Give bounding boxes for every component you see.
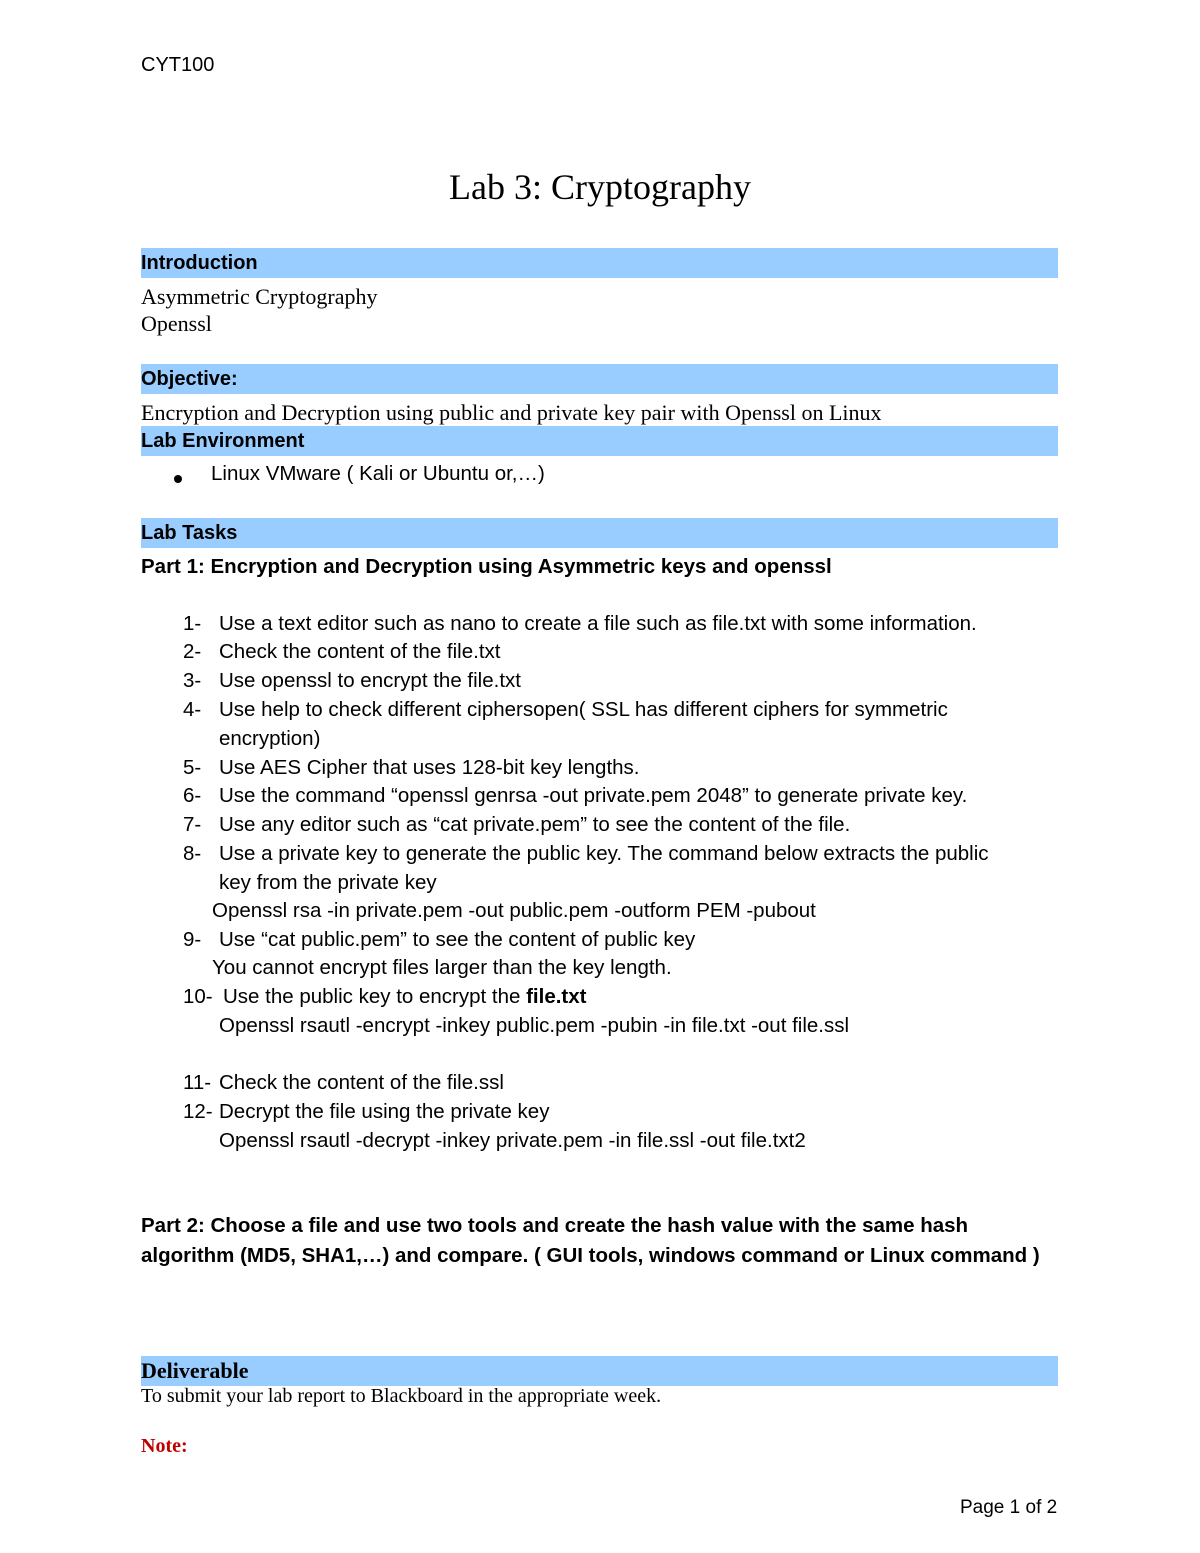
- step-note: You cannot encrypt files larger than the key length.: [212, 956, 672, 979]
- page-number: Page 1 of 2: [960, 1497, 1058, 1518]
- step-text: Check the content of the file.ssl: [219, 1071, 504, 1094]
- step-number: 5-: [183, 756, 202, 779]
- step-text-bold: file.txt: [526, 985, 587, 1008]
- step-number: 2-: [183, 640, 202, 663]
- step-text-main: Use the public key to encrypt the: [223, 985, 527, 1008]
- deliverable-heading: Deliverable: [141, 1356, 1058, 1386]
- lab-tasks-heading: Lab Tasks: [141, 518, 1058, 548]
- step-number: 1-: [183, 612, 202, 635]
- step-number: 8-: [183, 842, 202, 865]
- step-number: 3-: [183, 669, 202, 692]
- objective-heading: Objective:: [141, 364, 1058, 394]
- step-number: 12-: [183, 1100, 213, 1123]
- step-text: Use any editor such as “cat private.pem” to see the content of the file.: [219, 813, 851, 836]
- step-command: Openssl rsautl -decrypt -inkey private.pem -in file.ssl -out file.txt2: [219, 1129, 806, 1152]
- part2-title-line-1: Part 2: Choose a file and use two tools and create the hash value with the same hash: [141, 1214, 969, 1237]
- step-text: Check the content of the file.txt: [219, 640, 501, 663]
- objective-text: Encryption and Decryption using public and private key pair with Openssl on Linux: [141, 400, 882, 425]
- step-number: 6-: [183, 784, 202, 807]
- introduction-heading: Introduction: [141, 248, 1058, 278]
- step-number: 4-: [183, 698, 202, 721]
- lab-environment-heading: Lab Environment: [141, 426, 1058, 456]
- step-text-continued: key from the private key: [219, 871, 437, 894]
- bullet-icon: [174, 475, 182, 483]
- part1-title: Part 1: Encryption and Decryption using Asymmetric keys and openssl: [141, 555, 832, 578]
- step-text: Use a private key to generate the public key. The command below extracts the public: [219, 842, 989, 865]
- step-text: Decrypt the file using the private key: [219, 1100, 550, 1123]
- intro-line-1: Asymmetric Cryptography: [141, 284, 378, 309]
- deliverable-text: To submit your lab report to Blackboard in the appropriate week.: [141, 1385, 662, 1407]
- step-command: Openssl rsa -in private.pem -out public.pem -outform PEM -pubout: [212, 899, 816, 922]
- step-text: [223, 985, 586, 1009]
- step-command: Openssl rsautl -encrypt -inkey public.pem -pubin -in file.txt -out file.ssl: [219, 1014, 850, 1037]
- part2-title-line-2: algorithm (MD5, SHA1,…) and compare. ( GUI tools, windows command or Linux command ): [141, 1244, 1040, 1267]
- course-header: CYT100: [141, 54, 215, 76]
- step-text: Use a text editor such as nano to create a file such as file.txt with some information.: [219, 612, 977, 635]
- step-text: Use help to check different ciphersopen( SSL has different ciphers for symmetric: [219, 698, 948, 721]
- note-label: Note:: [141, 1435, 188, 1457]
- step-text: Use “cat public.pem” to see the content of public key: [219, 928, 696, 951]
- environment-item: Linux VMware ( Kali or Ubuntu or,…): [211, 462, 545, 485]
- step-text: Use the command “openssl genrsa -out private.pem 2048” to generate private key.: [219, 784, 968, 807]
- intro-line-2: Openssl: [141, 311, 212, 336]
- page-title: Lab 3: Cryptography: [449, 167, 751, 207]
- step-text-continued: encryption): [219, 727, 321, 750]
- step-number: 9-: [183, 928, 202, 951]
- step-number: 11-: [183, 1071, 212, 1094]
- step-text: Use AES Cipher that uses 128-bit key lengths.: [219, 756, 640, 779]
- step-text: Use openssl to encrypt the file.txt: [219, 669, 521, 692]
- step-number: 7-: [183, 813, 202, 836]
- step-number: 10-: [183, 985, 213, 1008]
